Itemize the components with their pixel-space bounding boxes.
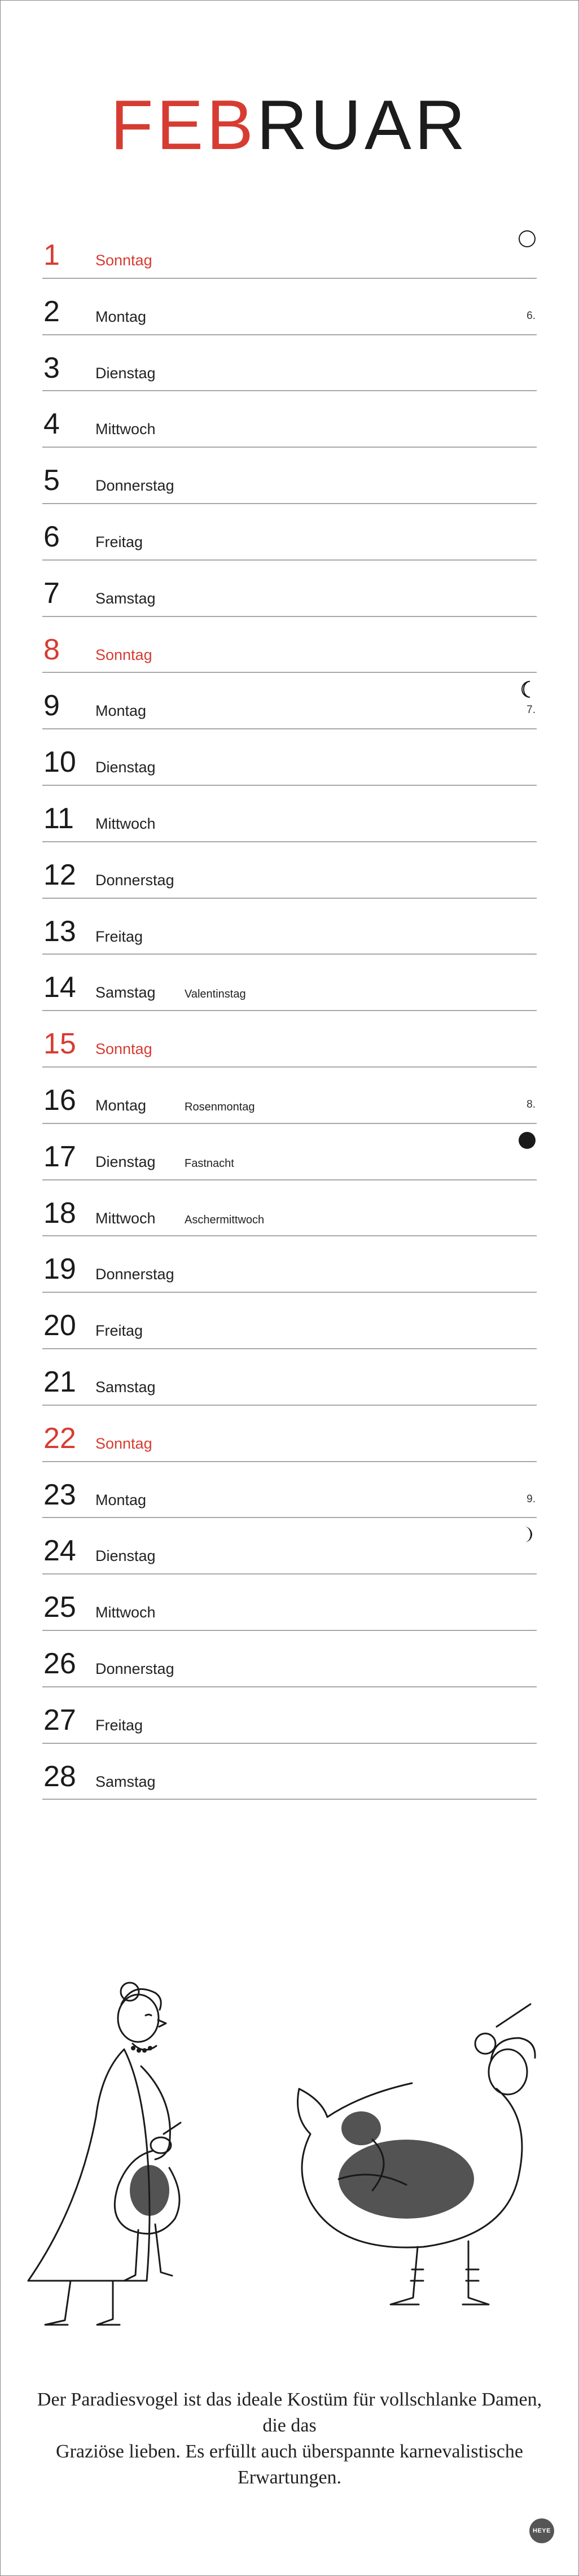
- weekday-name: Montag: [95, 702, 147, 720]
- day-number: 22: [43, 1422, 76, 1455]
- month-title-black: RUAR: [256, 86, 469, 164]
- weekday-name: Montag: [95, 308, 147, 325]
- day-number: 21: [43, 1365, 76, 1398]
- day-number: 12: [43, 858, 76, 891]
- day-row: [42, 561, 537, 617]
- holiday-label: Fastnacht: [185, 1157, 234, 1170]
- day-number: 17: [43, 1140, 76, 1173]
- weekday-name: Mittwoch: [95, 1604, 156, 1621]
- caption-line-2: Graziöse lieben. Es erfüllt auch überspannte karnevalistische Erwartungen.: [56, 2441, 523, 2488]
- day-number: 3: [43, 351, 60, 384]
- day-row: [42, 448, 537, 504]
- day-row: [42, 1462, 537, 1519]
- day-row: [42, 335, 537, 392]
- day-number: 1: [43, 239, 60, 272]
- day-number: 24: [43, 1534, 76, 1568]
- day-number: 8: [43, 633, 60, 666]
- weekday-name: Samstag: [95, 1378, 156, 1396]
- day-number: 5: [43, 464, 60, 497]
- day-row: [42, 1180, 537, 1237]
- day-row: [42, 1011, 537, 1068]
- day-number: 2: [43, 295, 60, 328]
- weekday-name: Freitag: [95, 1322, 143, 1340]
- week-number: 8.: [527, 1098, 536, 1110]
- week-number: 6.: [527, 309, 536, 322]
- weekday-name: Donnerstag: [95, 477, 174, 495]
- weekday-name: Samstag: [95, 1773, 156, 1790]
- day-row: [42, 617, 537, 673]
- weekday-name: Donnerstag: [95, 871, 174, 889]
- day-number: 27: [43, 1703, 76, 1737]
- weekday-name: Montag: [95, 1491, 147, 1508]
- day-number: 9: [43, 689, 60, 723]
- day-list: [42, 222, 537, 1800]
- last-quarter-icon: [517, 680, 537, 699]
- day-row: [42, 1293, 537, 1349]
- day-number: 19: [43, 1253, 76, 1286]
- weekday-name: Sonntag: [95, 1040, 152, 1058]
- weekday-name: Mittwoch: [95, 421, 156, 438]
- day-number: 11: [43, 802, 74, 835]
- day-row: [42, 1124, 537, 1180]
- weekday-name: Dienstag: [95, 1547, 156, 1565]
- day-row: [42, 222, 537, 279]
- day-row: [42, 279, 537, 335]
- day-row: [42, 786, 537, 842]
- day-number: 25: [43, 1591, 76, 1624]
- day-number: 20: [43, 1309, 76, 1342]
- day-number: 16: [43, 1083, 76, 1117]
- weekday-name: Dienstag: [95, 759, 156, 776]
- day-number: 6: [43, 520, 60, 553]
- weekday-name: Mittwoch: [95, 815, 156, 832]
- day-row: [42, 1744, 537, 1800]
- first-quarter-icon: [517, 1525, 537, 1544]
- weekday-name: Dienstag: [95, 1153, 156, 1170]
- day-row: [42, 1518, 537, 1575]
- month-title-red: FEB: [110, 86, 257, 164]
- holiday-label: Rosenmontag: [185, 1100, 255, 1113]
- weekday-name: Sonntag: [95, 646, 152, 663]
- month-title: [0, 86, 579, 164]
- day-row: [42, 1406, 537, 1462]
- day-row: [42, 842, 537, 899]
- weekday-name: Donnerstag: [95, 1266, 174, 1283]
- holiday-label: Valentinstag: [185, 988, 246, 1001]
- weekday-name: Donnerstag: [95, 1660, 174, 1677]
- weekday-name: Samstag: [95, 984, 156, 1001]
- weekday-name: Freitag: [95, 928, 143, 945]
- day-number: 10: [43, 746, 76, 779]
- weekday-name: Mittwoch: [95, 1209, 156, 1227]
- day-row: [42, 504, 537, 561]
- day-number: 28: [43, 1760, 76, 1793]
- day-row: [42, 673, 537, 729]
- week-number: 7.: [527, 704, 536, 716]
- day-number: 18: [43, 1196, 76, 1230]
- week-number: 9.: [527, 1493, 536, 1505]
- day-row: [42, 1687, 537, 1744]
- weekday-name: Sonntag: [95, 1434, 152, 1452]
- day-number: 15: [43, 1027, 76, 1061]
- weekday-name: Freitag: [95, 1716, 143, 1734]
- caption-line-1: Der Paradiesvogel ist das ideale Kostüm für vollschlanke Damen, die das: [37, 2389, 542, 2436]
- weekday-name: Samstag: [95, 589, 156, 607]
- day-row: [42, 391, 537, 448]
- day-row: [42, 729, 537, 786]
- day-row: [42, 1236, 537, 1293]
- day-number: 23: [43, 1478, 76, 1511]
- weekday-name: Sonntag: [95, 252, 152, 269]
- new-moon-icon: [517, 1131, 537, 1150]
- day-row: [42, 1068, 537, 1124]
- day-row: [42, 955, 537, 1011]
- full-moon-icon: [517, 229, 537, 248]
- day-number: 7: [43, 576, 60, 610]
- day-number: 26: [43, 1647, 76, 1680]
- day-row: [42, 899, 537, 955]
- day-number: 13: [43, 915, 76, 948]
- woman-with-bird-costume-drawing: [23, 1953, 556, 2348]
- day-row: [42, 1349, 537, 1406]
- day-row: [42, 1575, 537, 1631]
- holiday-label: Aschermittwoch: [185, 1213, 265, 1226]
- day-number: 4: [43, 408, 60, 441]
- publisher-logo: HEYE: [529, 2518, 554, 2543]
- day-row: [42, 1631, 537, 1687]
- weekday-name: Montag: [95, 1096, 147, 1114]
- caption: [34, 2387, 545, 2491]
- weekday-name: Freitag: [95, 533, 143, 550]
- weekday-name: Dienstag: [95, 364, 156, 382]
- day-number: 14: [43, 971, 76, 1004]
